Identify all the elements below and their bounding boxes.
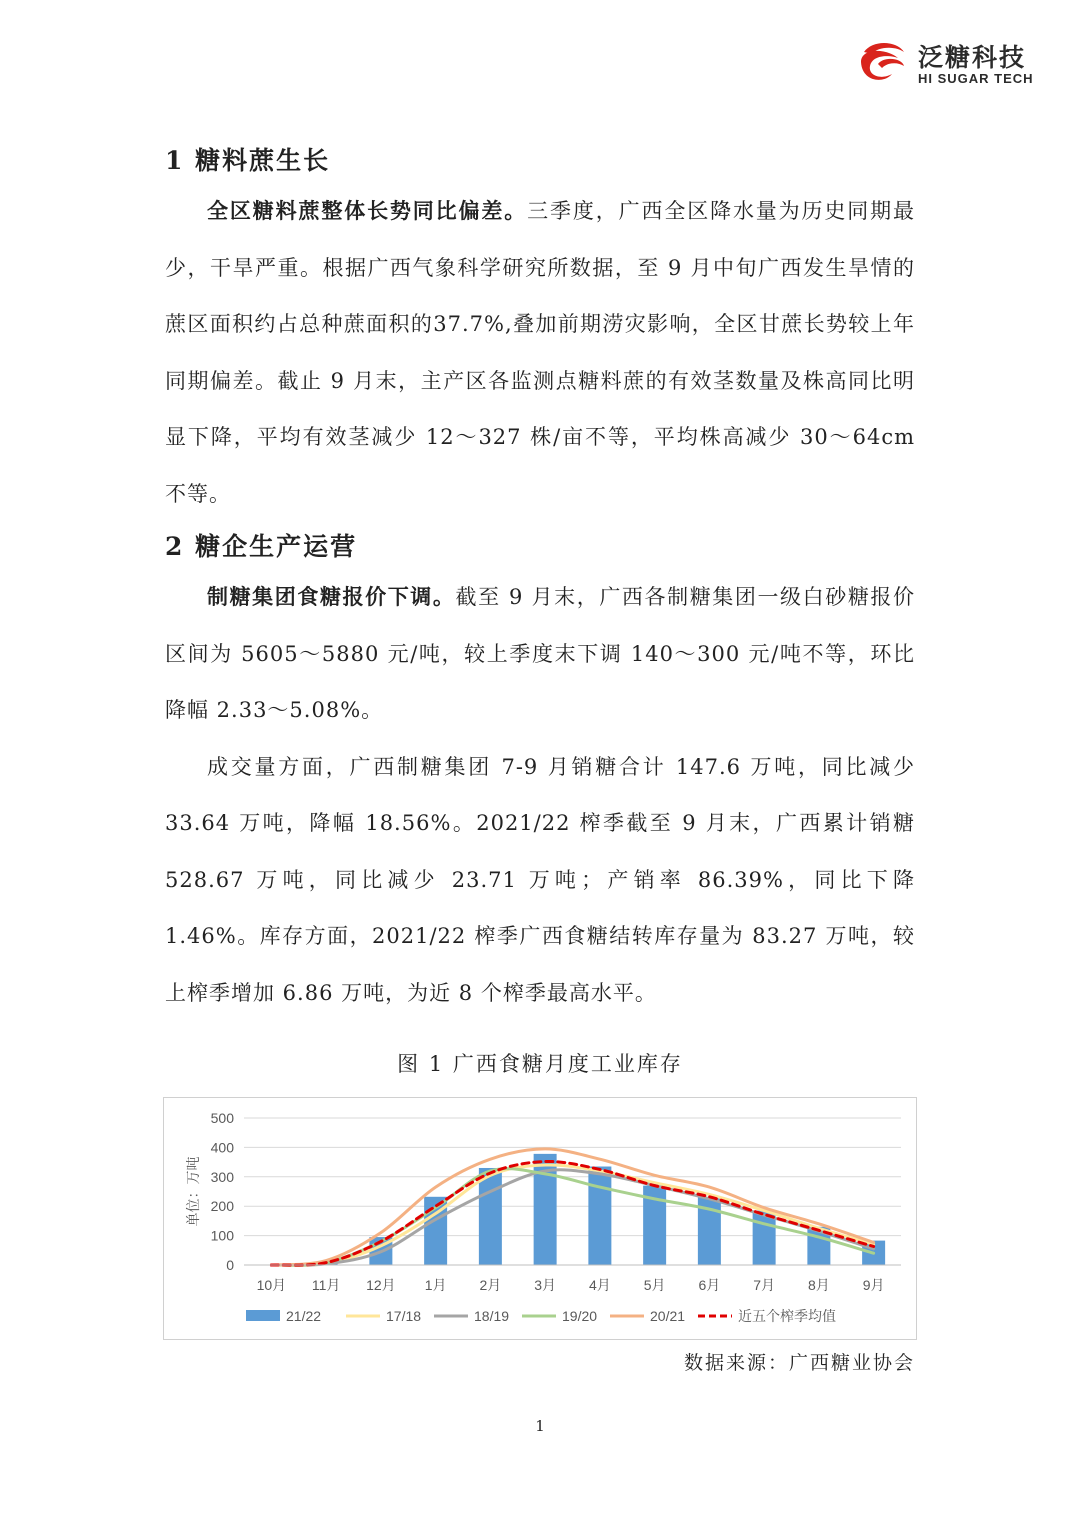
legend-label: 18/19 (474, 1308, 510, 1324)
paragraph (165, 569, 915, 739)
legend-swatch (246, 1310, 280, 1321)
bar (479, 1168, 502, 1265)
y-tick-label: 300 (210, 1168, 234, 1185)
section-heading: 1 糖料蔗生长 (165, 146, 331, 175)
sugar-logo-icon (858, 40, 908, 86)
x-tick-label: 4月 (588, 1277, 611, 1293)
y-axis-label: 单位：万吨 (185, 1156, 201, 1227)
section-heading: 2 糖企生产运营 (165, 532, 358, 561)
legend-label: 21/22 (286, 1308, 322, 1324)
inventory-chart (163, 1097, 917, 1340)
page-number: 1 (535, 1417, 545, 1435)
legend-label: 19/20 (562, 1308, 598, 1324)
legend-label: 近五个榨季均值 (738, 1308, 836, 1324)
report-body (165, 138, 915, 1021)
x-tick-label: 5月 (643, 1277, 666, 1293)
logo-english-name: HI SUGAR TECH (918, 71, 1034, 86)
y-tick-label: 500 (210, 1110, 234, 1126)
legend-label: 17/18 (386, 1308, 422, 1324)
y-tick-label: 100 (210, 1227, 234, 1244)
x-tick-label: 3月 (534, 1277, 557, 1293)
paragraph (165, 183, 915, 522)
x-tick-label: 10月 (256, 1277, 287, 1293)
x-tick-label: 6月 (698, 1277, 721, 1293)
x-tick-label: 2月 (479, 1277, 502, 1293)
bar (588, 1167, 611, 1265)
y-tick-label: 200 (210, 1198, 234, 1215)
y-tick-label: 400 (210, 1139, 234, 1156)
paragraph-text: 三季度，广西全区降水量为历史同期最少，干旱严重。根据广西气象科学研究所数据，至 9 月中旬广西发生旱情的蔗区面积约占总种蔗面积的37.7%,叠加前期涝灾影响，全区甘蔗长势较上年同期偏差。截止 9 月末，主产区各监测点糖料蔗的有效茎数量及株高同比明显下降，平均有效茎减少 12～327 株/亩不等，平均株高减少 30～64cm 不等。 (165, 199, 916, 506)
x-tick-label: 9月 (862, 1277, 885, 1293)
y-tick-label: 0 (226, 1257, 234, 1273)
x-tick-label: 8月 (807, 1277, 830, 1293)
paragraph-text: 截至 9 月末，广西各制糖集团一级白砂糖报价区间为 5605～5880 元/吨，较上季度末下调 140～300 元/吨不等，环比降幅 2.33～5.08%。 (165, 585, 916, 722)
data-source: 数据来源：广西糖业协会 (683, 1352, 915, 1374)
x-tick-label: 1月 (424, 1277, 447, 1293)
paragraph-lead: 全区糖料蔗整体长势同比偏差。 (207, 199, 528, 223)
x-tick-label: 11月 (311, 1277, 341, 1293)
paragraph-text: 成交量方面，广西制糖集团 7-9 月销糖合计 147.6 万吨，同比减少 33.64 万吨，降幅 18.56%。2021/22 榨季截至 9 月末，广西累计销糖 528.67 万吨，同比减少 23.71 万吨；产销率 86.39%，同比下降 1.46%。库存方面，2021/22 榨季广西食糖结转库存量为 83.27 万吨，较上榨季增加 6.86 万吨，为近 8 个榨季最高水平。 (165, 754, 915, 1005)
paragraph-lead: 制糖集团食糖报价下调。 (207, 585, 456, 609)
figure-title: 图 1 广西食糖月度工业库存 (397, 1052, 683, 1076)
x-tick-label: 7月 (753, 1277, 776, 1293)
x-tick-label: 12月 (366, 1277, 396, 1293)
logo-chinese-name: 泛糖科技 (918, 43, 1027, 72)
paragraph (165, 739, 915, 1022)
brand-logo (858, 38, 1058, 88)
legend-label: 20/21 (650, 1308, 686, 1324)
chart-svg (164, 1098, 916, 1339)
